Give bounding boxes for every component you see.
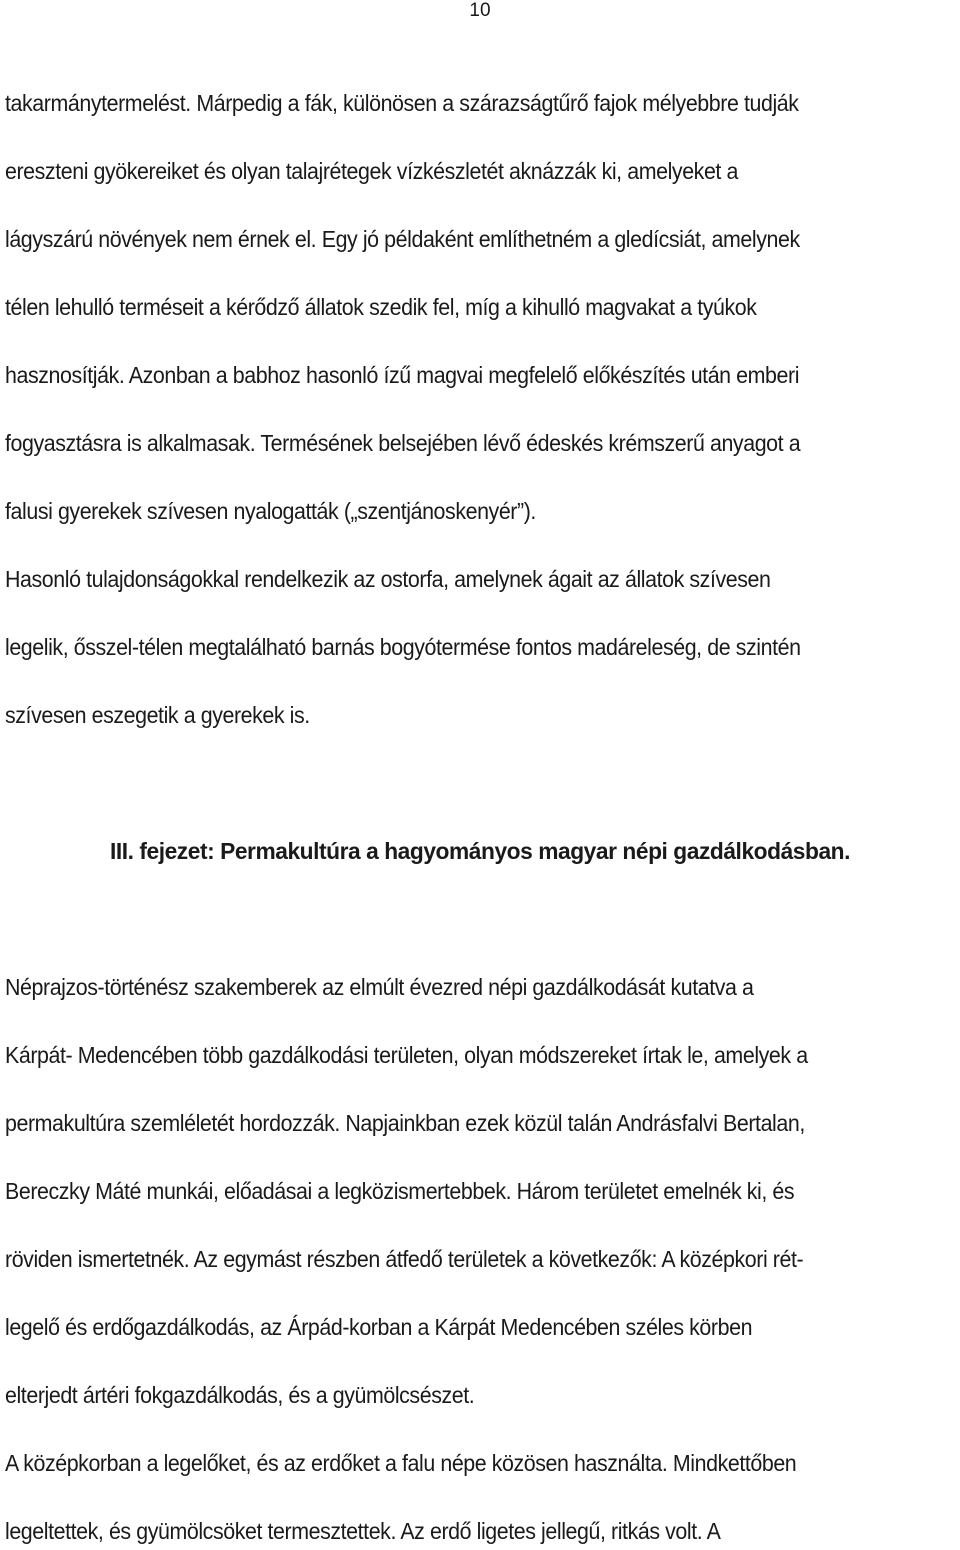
text-line: Hasonló tulajdonságokkal rendelkezik az ostorfa, amelynek ágait az állatok szívesen (5, 566, 771, 592)
text-line: legelő és erdőgazdálkodás, az Árpád-korban a Kárpát Medencében széles körben (5, 1314, 753, 1340)
page-number: 10 (469, 0, 491, 21)
text-line: lágyszárú növények nem érnek el. Egy jó példaként említhetném a gledícsiát, amelynek (5, 226, 800, 252)
text-line: röviden ismertetnék. Az egymást részben átfedő területek a következők: A középkori rét- (5, 1246, 804, 1272)
text-line: szívesen eszegetik a gyerekek is. (5, 702, 310, 728)
text-line: legelik, ősszel-télen megtalálható barnás bogyótermése fontos madáreleség, de szintén (5, 634, 801, 660)
text-line: Bereczky Máté munkái, előadásai a legközismertebbek. Három területet emelnék ki, és (5, 1178, 795, 1204)
text-line: A középkorban a legelőket, és az erdőket a falu népe közösen használta. Mindkettőben (5, 1450, 797, 1476)
text-line: legeltettek, és gyümölcsöket termesztettek. Az erdő ligetes jellegű, ritkás volt. A (5, 1518, 721, 1544)
text-line: permakultúra szemléletét hordozzák. Napjainkban ezek közül talán Andrásfalvi Bertalan, (5, 1110, 805, 1136)
text-line: Kárpát- Medencében több gazdálkodási területen, olyan módszereket írtak le, amelyek a (5, 1042, 808, 1068)
text-line: takarmánytermelést. Márpedig a fák, különösen a szárazságtűrő fajok mélyebbre tudják (5, 90, 799, 116)
text-line: ereszteni gyökereiket és olyan talajrétegek vízkészletét aknázzák ki, amelyeket a (5, 158, 738, 184)
chapter-heading: III. fejezet: Permakultúra a hagyományos magyar népi gazdálkodásban. (109, 838, 851, 864)
text-line: falusi gyerekek szívesen nyalogatták („szentjánoskenyér”). (5, 498, 536, 524)
text-line: elterjedt ártéri fokgazdálkodás, és a gyümölcsészet. (5, 1382, 475, 1408)
text-line: fogyasztásra is alkalmasak. Termésének belsejében lévő édeskés krémszerű anyagot a (5, 430, 801, 456)
text-line: Néprajzos-történész szakemberek az elmúlt évezred népi gazdálkodását kutatva a (5, 974, 754, 1000)
text-line: hasznosítják. Azonban a babhoz hasonló ízű magvai megfelelő előkészítés után emberi (5, 362, 800, 388)
text-line: télen lehulló terméseit a kérődző állatok szedik fel, míg a kihulló magvakat a tyúkok (5, 294, 757, 320)
